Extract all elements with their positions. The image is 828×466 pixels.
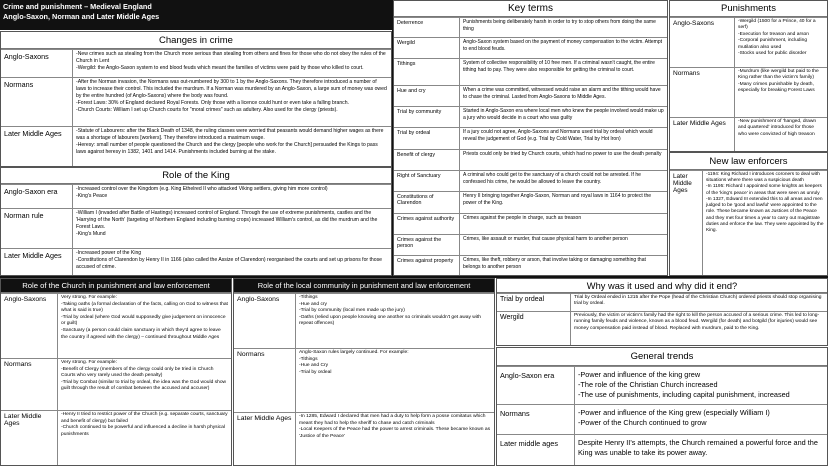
- church-panel: [0, 278, 232, 466]
- church-row: [1, 293, 231, 358]
- row-text: Trial by Ordeal ended in 1215 after the Pope (head of the Christian Church) ordered priests should stop organising trial by ordeal.: [574, 295, 822, 307]
- term-text: Priests could only be tried by Church courts, which had no power to use the death penalty: [463, 151, 662, 157]
- king-row: [1, 248, 391, 276]
- keyterm-row: [394, 170, 667, 191]
- term-text: If a jury could not agree, Anglo-Saxons and Normans used trial by ordeal which would reveal the judgement of God (e.g. Trial by Cold Water, Trial by Hot Iron): [463, 129, 653, 142]
- keyterms-panel: [393, 0, 668, 276]
- keyterm-row: [394, 85, 667, 106]
- row-label: Normans: [670, 68, 735, 117]
- row-label: Anglo-Saxons: [234, 294, 296, 348]
- keyterm-row: [394, 191, 667, 213]
- keyterm-row: [394, 255, 667, 276]
- church-row: [1, 410, 231, 466]
- punishment-row: [670, 117, 827, 152]
- term-label: Wergild: [394, 38, 460, 58]
- row-text: -In 1285, Edward I declared that men had a duty to help form a posse comitatus which meant they had to help the sheriff to chase and catch criminals -Local Keepers of the Peace had the power to arrest criminals. These became known as 'Justice of the Peace': [299, 414, 491, 439]
- row-text: -Increased control over the Kingdom (e.g. King Ethelred II who attacked Viking settlers, giving him more control) -King's Peace: [76, 186, 328, 199]
- row-label: Anglo-Saxon era: [497, 367, 575, 404]
- row-label: Norman rule: [1, 209, 73, 248]
- community-heading: Role of the local community in punishment and law enforcement: [234, 279, 494, 293]
- page-subtitle: Anglo-Saxon, Norman and Later Middle Ages: [3, 11, 160, 21]
- term-label: Deterrence: [394, 18, 460, 37]
- king-panel: [0, 167, 392, 276]
- row-label: Normans: [1, 359, 58, 410]
- community-row: [234, 348, 494, 412]
- row-label: Later Middle Ages: [1, 127, 73, 167]
- term-text: System of collective responsibility of 10 free men. If a criminal wasn't caught, the entire tithing had to pay. They were also responsible for getting the criminal to court.: [463, 60, 655, 73]
- enforcers-heading: New law enforcers: [670, 153, 827, 170]
- why-panel: [496, 278, 828, 346]
- row-text: -Power and influence of the king grew -The role of the Christian Church increased -The use of punishments, including capital punishment, increased: [578, 370, 790, 399]
- king-row: [1, 208, 391, 248]
- row-text: Very strong. For example: -Benefit of Clergy (members of the clergy could only be tried in Church Courts who very rarely used the death penalty) -Trial by Combat (similar to trial by ordeal, the idea was the God would show guilt through the result of combat between the accused and accuser): [61, 360, 227, 392]
- keyterm-row: [394, 234, 667, 255]
- term-label: Crimes against authority: [394, 214, 460, 234]
- keyterm-row: [394, 106, 667, 127]
- term-label: Benefit of clergy: [394, 150, 460, 170]
- keyterm-row: [394, 149, 667, 170]
- row-text: -1194: King Richard I introduces coroners to deal with situations where there was a suspicious death -In 1195: Richard I appointed some knights as keepers of the 'king's peace' in areas that were seen as unruly -In 1327, Edward III extended this to all areas and men judged to be 'good and lawful' were appointed to the role. These became known as Justices of the Peace and they met four times a year to carry out magistrate duties and enforce the law. They were appointed by the King.: [706, 172, 824, 234]
- row-label: Later Middle Ages: [670, 118, 735, 152]
- term-text: Henry II bringing together Anglo-Saxon, Norman and royal laws in 1164 to protect the power of the King.: [463, 193, 652, 206]
- why-row: [497, 293, 827, 311]
- row-text: -Power and influence of the King grew (especially William I) -Power of the Church continued to grow: [578, 408, 770, 427]
- keyterm-row: [394, 213, 667, 234]
- row-label: Anglo-Saxons: [1, 50, 73, 77]
- term-text: When a crime was committed, witnessed would raise an alarm and the tithing would have to chase the criminal. Lasted from Anglo-Saxons to Middle Ages.: [463, 87, 661, 100]
- term-label: Hue and cry: [394, 86, 460, 106]
- row-text: Previously, the victim or victim's family had the right to kill the person accused of a serious crime. This led to long-running family feuds and violence, known as a blood feud. Wergild (for death) and botgild (for injuries) would see money compensation paid instead of blood. Replaced with murdrum, paid to the King.: [574, 313, 820, 331]
- keyterms-heading: Key terms: [394, 1, 667, 17]
- term-text: Punishments being deliberately harsh in order to try to stop others from doing the same thing: [463, 19, 656, 32]
- row-label: Normans: [234, 349, 296, 412]
- row-text: -Wergild (1500 for a Prince, 40 for a serf) -Execution for treason and arson -Corporal punishment, including mutilation also used -Stocks used for public disorder: [738, 19, 816, 56]
- why-row: [497, 311, 827, 346]
- trends-row: [497, 404, 827, 434]
- title-panel: [0, 0, 392, 31]
- keyterm-row: [394, 58, 667, 85]
- why-heading: Why was it used and why did it end?: [497, 279, 827, 293]
- row-text: Anglo-Saxon rules largely continued. For example: -Tithings -Hue and Cry -Trial by ordeal: [299, 350, 409, 375]
- row-text: -Statute of Labourers: after the Black Death of 1348, the ruling classes were worried that peasants would demand higher wages as there was a shortage of labourers [workers]. They therefore introduced a maximum wage. -Heresy: small number of people questioned the Church and the clergy [people who work for the Church] persuaded the Kings to pass laws against heresy in 1382, 1401 and 1414. Punishments included burning at the stake.: [76, 128, 384, 155]
- enforcers-panel: [669, 152, 828, 276]
- row-label: Anglo-Saxons: [670, 18, 735, 67]
- term-text: A criminal who could get to the sanctuary of a church could not be arrested. If he confessed his crime, he would be allowed to leave the country.: [463, 172, 641, 185]
- row-label: Later Middle Ages: [1, 411, 58, 466]
- term-label: Right of Sanctuary: [394, 171, 460, 191]
- changes-heading: Changes in crime: [1, 32, 391, 49]
- row-text: -Tithings -Hue and cry -Trial by community (local men made up the jury) -Oaths (relied upon people knowing one another so criminals wouldn't get away with repeat offences): [299, 295, 481, 327]
- punishment-row: [670, 17, 827, 67]
- term-text: Crimes, like theft, robbery or arson, that involve taking or damaging something that belongs to another person: [463, 257, 646, 270]
- changes-row: [1, 77, 391, 126]
- enforcer-row: [670, 170, 827, 276]
- punishment-row: [670, 67, 827, 117]
- row-label: Normans: [1, 78, 73, 126]
- row-text: -Increased power of the King -Constitutions of Clarendon by Henry II in 1166 (also called the Assize of Clarendon) reorganised the courts and set up prisons for those accused of crime.: [76, 250, 382, 270]
- title-bar: [0, 0, 392, 30]
- trends-row: [497, 366, 827, 404]
- row-text: -New crimes such as stealing from the Church more serious than stealing from others and fines for those who do not obey the rules of the Church in Lent -Wergild: the Anglo-Saxon system to end blood feuds which meant the families of victims were paid by those who killed to court.: [76, 51, 386, 71]
- term-label: Tithings: [394, 59, 460, 85]
- row-text: Very strong. For example: -Taking oaths (a formal declaration of the facts, calling on God to witness that what is said is true) -Trial by ordeal (where God would supposedly give judgement on innocence or guilt) -Sanctuary (a person could claim sanctuary in which they'd agree to leave the country if agreed with the clergy) – continued throughout Middle Ages: [61, 295, 228, 340]
- row-label: Anglo-Saxon era: [1, 185, 73, 208]
- row-label: Anglo-Saxons: [1, 294, 58, 358]
- row-text: -Murdrum (like wergild but paid to the King rather than the victim's family) -Many crimes punishable by death, especially for breaking Forest Laws: [738, 69, 819, 94]
- term-label: Constitutions of Clarendon: [394, 192, 460, 213]
- king-heading: Role of the King: [1, 168, 391, 184]
- term-label: Crimes against the person: [394, 235, 460, 255]
- row-label: Later Middle Ages: [670, 171, 703, 276]
- changes-row: [1, 49, 391, 77]
- row-label: Normans: [497, 405, 575, 434]
- trends-panel: [496, 347, 828, 466]
- community-row: [234, 412, 494, 466]
- keyterm-row: [394, 37, 667, 58]
- row-text: -After the Norman invasion, the Normans was out-numbered by 300 to 1 by the Anglo-Saxons. They therefore introduced a number of laws to increase their control. This included the murdrum. If a Norman was murdered by an Anglo-Saxon, a large sum of money was owed by the entire hundred (of Anglo-Saxons) where the body was found. -Forest Laws: 30% of England declared Royal Forests. Only those with a licence could hunt or even take a falling branch. -Church Courts: William I set up Church courts for "moral crimes" such as adultery. Also used for the clergy (priests).: [76, 79, 387, 113]
- term-label: Crimes against property: [394, 256, 460, 276]
- row-text: -New punishment of 'hanged, drawn and quartered' introduced for those who were convicted of high treason: [738, 119, 817, 137]
- changes-row: [1, 126, 391, 167]
- community-row: [234, 293, 494, 348]
- changes-panel: [0, 31, 392, 167]
- punishments-heading: Punishments: [670, 1, 827, 17]
- row-text: Despite Henry II's attempts, the Church remained a powerful force and the King was unable to take its power away.: [578, 438, 818, 457]
- term-text: Started in Anglo-Saxon era where local men who knew the people involved would make up a jury who would decide in a court who was guilty: [463, 108, 664, 121]
- term-text: Crimes, like assault or murder, that cause physical harm to another person: [463, 236, 628, 242]
- trends-row: [497, 434, 827, 466]
- term-text: Crimes against the people in charge, such as treason: [463, 215, 582, 221]
- keyterm-row: [394, 17, 667, 37]
- row-text: -William I (invaded after Battle of Hastings) increased control of England. Through the use of extreme punishments, castles and the 'Harrying of the North' (targeting of Northern England including burning crops) increased William's control, as did the murdrum and the Forest Laws. -King's Mund: [76, 210, 378, 237]
- row-label: Trial by ordeal: [497, 294, 571, 311]
- term-label: Trial by community: [394, 107, 460, 127]
- page-title: Crime and punishment – Medieval England: [3, 2, 152, 11]
- church-row: [1, 358, 231, 410]
- row-label: Later middle ages: [497, 435, 575, 466]
- row-label: Later Middle Ages: [1, 249, 73, 276]
- row-label: Later Middle Ages: [234, 413, 296, 466]
- king-row: [1, 184, 391, 208]
- row-text: -Henry II tried to restrict power of the Church (e.g. separate courts, sanctuary and benefit of clergy) but failed -Church continued to be powerful and influenced a decline in harsh physical punishments: [61, 412, 228, 437]
- row-label: Wergild: [497, 312, 571, 346]
- term-text: Anglo-Saxon system based on the payment of money compensation to the victim. Attempt to end blood feuds.: [463, 39, 662, 52]
- trends-heading: General trends: [497, 348, 827, 366]
- community-panel: [233, 278, 495, 466]
- keyterm-row: [394, 127, 667, 149]
- church-heading: Role of the Church in punishment and law enforcement: [1, 279, 231, 293]
- punishments-panel: [669, 0, 828, 152]
- term-label: Trial by ordeal: [394, 128, 460, 149]
